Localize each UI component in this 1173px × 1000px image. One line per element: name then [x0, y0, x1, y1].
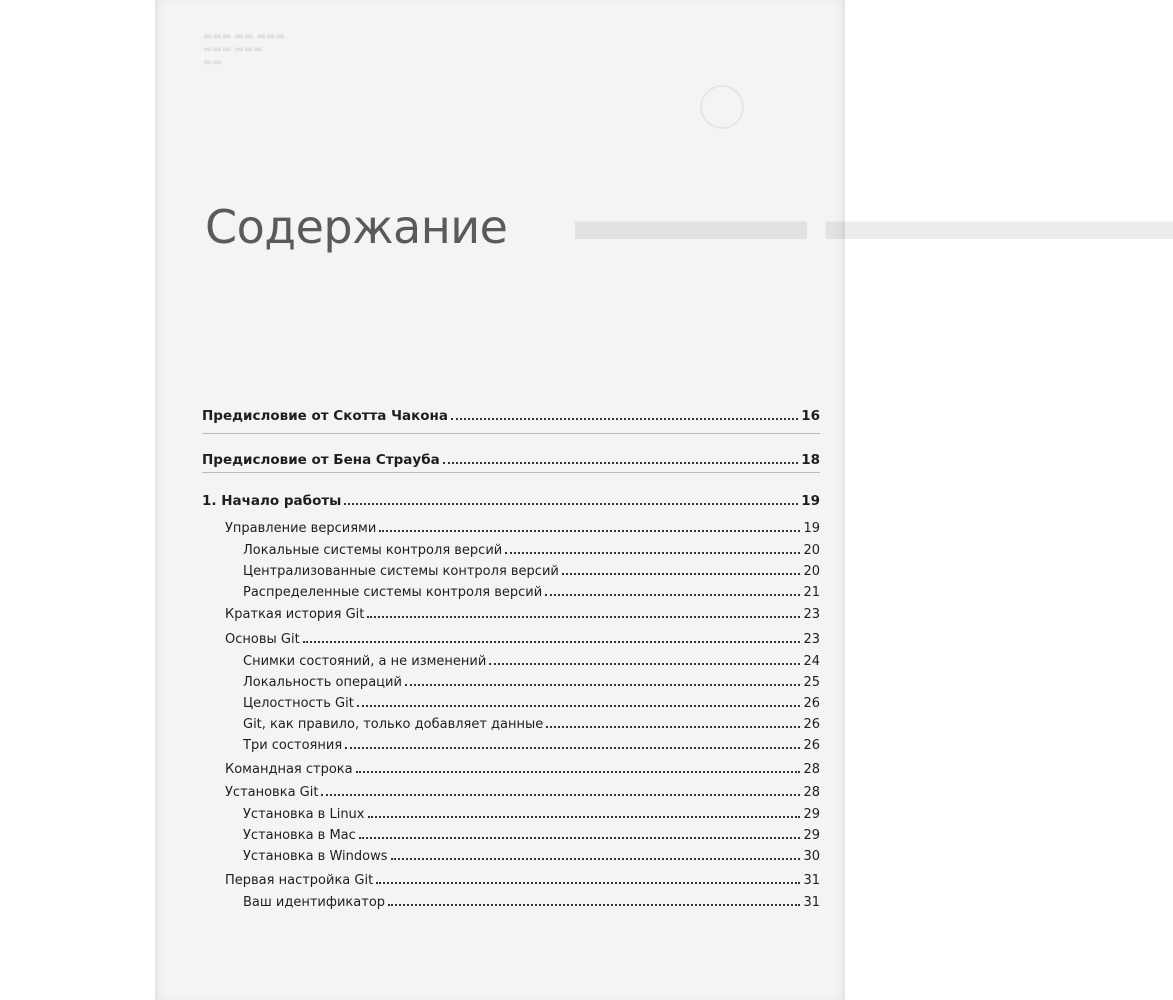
toc-entry-page: 23: [803, 607, 820, 622]
dot-leader: [388, 904, 800, 906]
dot-leader: [391, 858, 801, 860]
toc-entry[interactable]: [243, 737, 820, 754]
toc-entry-page: 26: [803, 738, 820, 753]
toc-entry-page: 18: [801, 452, 820, 468]
toc-entry-title: Основы Git: [225, 632, 300, 647]
toc-entry-page: 19: [801, 493, 820, 509]
toc-entry-page: 19: [803, 521, 820, 536]
toc-entry-title: Ваш идентификатор: [243, 895, 386, 910]
toc-entry-title: Локальные системы контроля версий: [243, 543, 503, 558]
toc-entry-title: Управление версиями: [225, 521, 377, 536]
toc-entry-page: 20: [803, 543, 820, 558]
toc-entry[interactable]: [243, 674, 820, 691]
toc-entry-title: Командная строка: [225, 762, 353, 777]
bleed-through-logo: [700, 85, 744, 129]
toc-entry-page: 25: [803, 675, 820, 690]
dot-leader: [344, 503, 798, 505]
dot-leader: [367, 616, 800, 618]
toc-entry-page: 29: [803, 828, 820, 843]
toc-entry[interactable]: [202, 408, 820, 425]
toc-entry[interactable]: [243, 653, 820, 670]
dot-leader: [405, 684, 801, 686]
toc-entry[interactable]: [225, 631, 820, 648]
dot-leader: [368, 816, 801, 818]
toc-entry[interactable]: [225, 606, 820, 623]
toc-entry-page: 20: [803, 564, 820, 579]
dot-leader: [451, 418, 798, 420]
toc-entry-title: Снимки состояний, а не изменений: [243, 654, 487, 669]
toc-entry-title: Установка в Linux: [243, 807, 365, 822]
toc-entry-page: 23: [803, 632, 820, 647]
toc-entry[interactable]: [243, 563, 820, 580]
dot-leader: [443, 462, 798, 464]
toc-entry[interactable]: [225, 784, 820, 801]
toc-entry-page: 26: [803, 717, 820, 732]
toc-entry-page: 24: [803, 654, 820, 669]
dot-leader: [489, 663, 800, 665]
toc-entry-page: 26: [803, 696, 820, 711]
toc-entry[interactable]: [225, 761, 820, 778]
toc-entry-title: Первая настройка Git: [225, 873, 374, 888]
toc-entry-page: 30: [803, 849, 820, 864]
toc-entry-title: Предисловие от Бена Страуба: [202, 452, 440, 468]
toc-entry-page: 28: [803, 762, 820, 777]
toc-entry[interactable]: [243, 806, 820, 823]
dot-leader: [345, 747, 800, 749]
toc-entry-title: Установка в Windows: [243, 849, 388, 864]
toc-entry[interactable]: [243, 695, 820, 712]
dot-leader: [357, 705, 801, 707]
toc-entry-title: Три состояния: [243, 738, 343, 753]
toc-entry-title: Целостность Git: [243, 696, 354, 711]
dot-leader: [379, 530, 800, 532]
toc-entry-page: 28: [803, 785, 820, 800]
dot-leader: [359, 837, 801, 839]
dot-leader: [356, 771, 801, 773]
toc-entry-title: Централизованные системы контроля версий: [243, 564, 559, 579]
toc-entry[interactable]: [225, 520, 820, 537]
page-title: Содержание: [205, 200, 508, 254]
toc-entry-title: Локальность операций: [243, 675, 402, 690]
dot-leader: [546, 726, 800, 728]
dot-leader: [376, 882, 800, 884]
divider: [202, 472, 820, 473]
toc-entry-page: 16: [801, 408, 820, 424]
toc-entry[interactable]: [243, 848, 820, 865]
dot-leader: [321, 794, 800, 796]
toc-entry[interactable]: [243, 584, 820, 601]
bleed-through-heading: ▬▬▬▬▬▬ ▬▬▬▬: [575, 185, 1173, 253]
toc-entry-page: 31: [803, 873, 820, 888]
dot-leader: [303, 641, 801, 643]
toc-entry-title: Краткая история Git: [225, 607, 365, 622]
toc-entry[interactable]: [202, 452, 820, 469]
bleed-through-imprint: ▬▬▬ ▬▬ ▬▬▬ ▬▬▬ ▬▬▬ ▬▬: [203, 31, 285, 68]
dot-leader: [562, 573, 801, 575]
toc-entry-title: 1. Начало работы: [202, 493, 342, 509]
toc-entry[interactable]: [225, 872, 820, 889]
toc-entry[interactable]: [243, 542, 820, 559]
toc-entry[interactable]: [202, 493, 820, 510]
divider: [202, 433, 820, 434]
toc-entry-title: Git, как правило, только добавляет данные: [243, 717, 544, 732]
toc-entry-page: 31: [803, 895, 820, 910]
dot-leader: [545, 594, 800, 596]
toc-entry-title: Установка в Mac: [243, 828, 356, 843]
toc-entry-title: Распределенные системы контроля версий: [243, 585, 543, 600]
dot-leader: [505, 552, 800, 554]
toc-entry[interactable]: [243, 827, 820, 844]
toc-entry-page: 21: [803, 585, 820, 600]
toc-entry-page: 29: [803, 807, 820, 822]
toc-entry-title: Установка Git: [225, 785, 319, 800]
toc-entry[interactable]: [243, 716, 820, 733]
toc-entry[interactable]: [243, 894, 820, 911]
toc-entry-title: Предисловие от Скотта Чакона: [202, 408, 448, 424]
book-page: [155, 0, 1173, 1000]
